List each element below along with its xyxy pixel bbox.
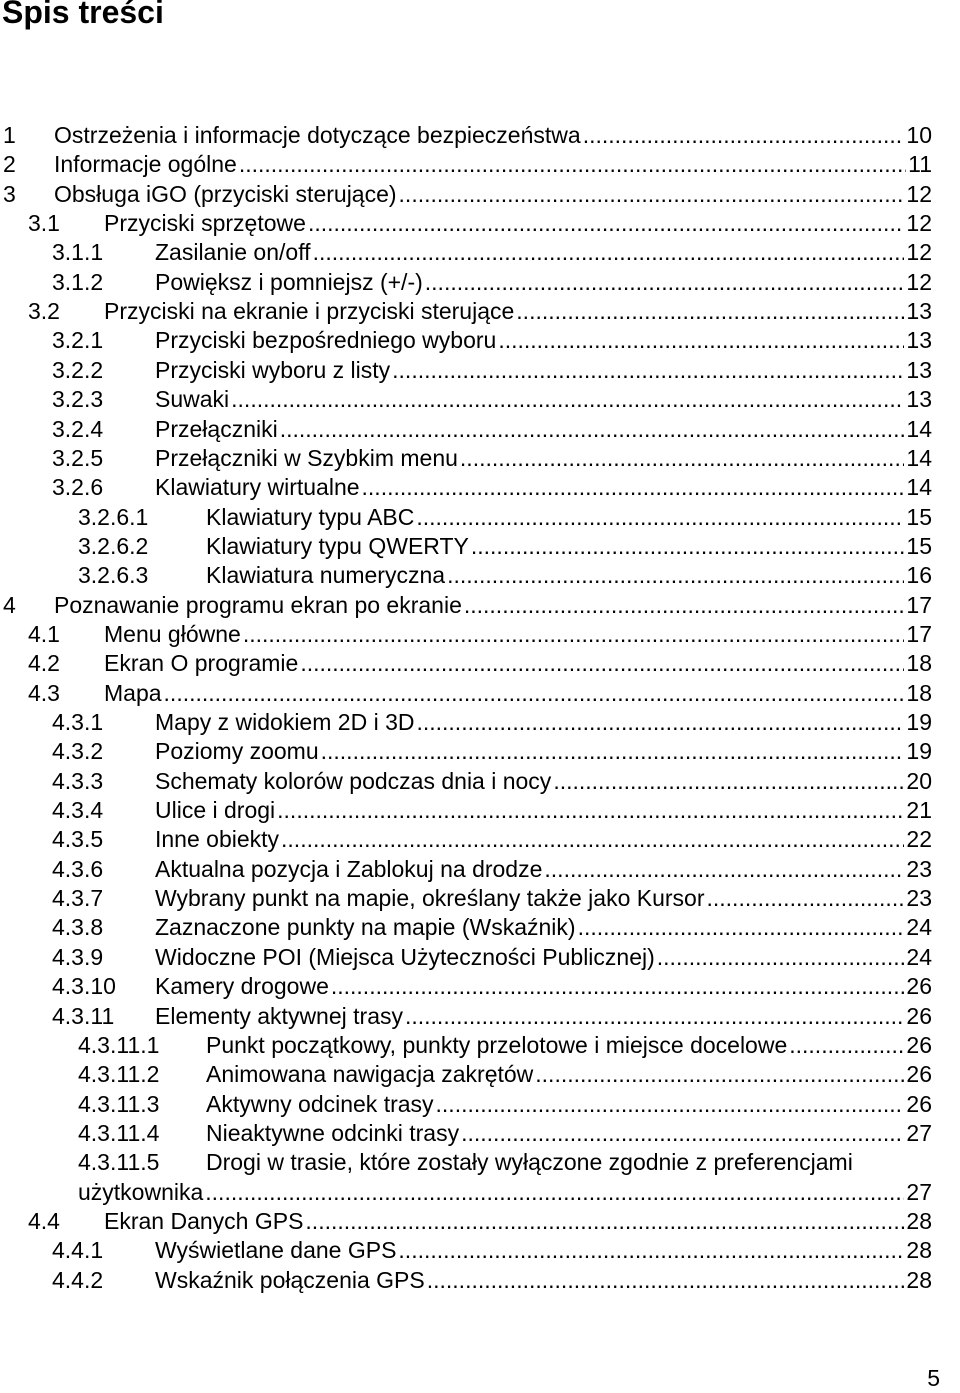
toc-entry[interactable]: [0, 325, 960, 355]
toc-entry-number: 4.3.11.3: [78, 1090, 160, 1117]
toc-entry-page: 27: [906, 1178, 932, 1205]
toc-entry[interactable]: [0, 443, 960, 473]
toc-entry[interactable]: [0, 1001, 960, 1031]
dot-leader: [461, 1118, 904, 1148]
toc-entry-label: Mapy z widokiem 2D i 3D: [155, 709, 415, 735]
toc-entry-page: 11: [908, 151, 932, 178]
toc-entry[interactable]: [0, 736, 960, 766]
dot-leader: [436, 1089, 905, 1119]
toc-entry-number: 4.3.6: [52, 855, 104, 882]
dot-leader: [243, 619, 905, 649]
toc-entry-page: 14: [906, 474, 932, 501]
toc-entry-label: Schematy kolorów podczas dnia i nocy: [155, 767, 552, 794]
toc-entry-label: Poziomy zoomu: [155, 738, 319, 765]
toc-entry-page: 14: [906, 444, 932, 471]
toc-entry-number: 4.3.3: [52, 767, 104, 794]
toc-entry-number: 3.1.2: [52, 268, 104, 295]
toc-entry-page: 14: [906, 415, 932, 442]
toc-entry-number: 3.2.6: [52, 474, 104, 501]
toc-entry-page: 18: [906, 679, 932, 706]
dot-leader: [331, 971, 905, 1001]
toc-entry[interactable]: [0, 208, 960, 238]
toc-entry-label: Wybrany punkt na mapie, określany także jako Kursor: [155, 885, 705, 912]
dot-leader: [231, 384, 904, 414]
toc-entry-number: 3.1: [28, 210, 60, 237]
dot-leader: [392, 355, 904, 385]
toc-entry-label: Mapa: [104, 679, 162, 706]
toc-entry[interactable]: [0, 971, 960, 1001]
toc-entry[interactable]: [0, 766, 960, 796]
toc-entry-label: Zasilanie on/off: [155, 239, 311, 266]
toc-entry-number: 4.3.11.5: [78, 1149, 160, 1176]
toc-entry[interactable]: [0, 619, 960, 649]
toc-entry-label: Przyciski wyboru z listy: [155, 356, 391, 383]
toc-entry-number: 3.2.5: [52, 444, 104, 471]
toc-entry[interactable]: [0, 883, 960, 913]
toc-entry-page: 20: [906, 767, 932, 794]
dot-leader: [313, 237, 905, 267]
toc-entry-number: 4.3.10: [52, 973, 116, 1000]
dot-leader: [498, 325, 904, 355]
toc-entry[interactable]: [0, 942, 960, 972]
dot-leader: [464, 590, 905, 620]
dot-leader: [398, 1235, 904, 1265]
toc-entry[interactable]: [0, 678, 960, 708]
toc-entry-page: 15: [906, 532, 932, 559]
toc-entry-label: Klawiatury wirtualne: [155, 474, 360, 501]
toc-entry-number: 4.3: [28, 679, 60, 706]
toc-entry[interactable]: [0, 1059, 960, 1089]
toc-entry-number: 4.4.1: [52, 1237, 104, 1264]
toc-entry-label: Przełączniki: [155, 415, 278, 442]
toc-entry-label: Suwaki: [155, 386, 230, 413]
dot-leader: [789, 1030, 904, 1060]
toc-entry-label: Obsługa iGO (przyciski sterujące): [54, 180, 397, 207]
dot-leader: [205, 1177, 904, 1207]
toc-entry-label: Klawiatury typu ABC: [206, 503, 415, 530]
dot-leader: [544, 854, 904, 884]
toc-entry[interactable]: [0, 296, 960, 326]
toc-entry[interactable]: [0, 120, 960, 150]
dot-leader: [405, 1001, 904, 1031]
toc-entry-page: 28: [906, 1266, 932, 1293]
toc-entry[interactable]: [0, 1147, 960, 1177]
dot-leader: [300, 648, 904, 678]
toc-entry[interactable]: [0, 502, 960, 532]
dot-leader: [281, 824, 904, 854]
toc-entry-number: 4.3.11.4: [78, 1119, 160, 1146]
toc-entry[interactable]: [0, 795, 960, 825]
toc-entry-number: 3.2.6.2: [78, 532, 149, 559]
toc-entry-number: 4.3.1: [52, 709, 104, 735]
toc-entry[interactable]: [0, 590, 960, 620]
toc-entry-label: Punkt początkowy, punkty przelotowe i miejsce docelowe: [206, 1031, 788, 1058]
toc-entry-continuation[interactable]: [0, 1177, 960, 1207]
toc-entry-page: 26: [906, 1061, 932, 1088]
toc-entry-label: Kamery drogowe: [155, 973, 329, 1000]
toc-entry-number: 4.3.9: [52, 943, 104, 970]
dot-leader: [308, 208, 904, 238]
toc-entry-label: Przełączniki w Szybkim menu: [155, 444, 458, 471]
dot-leader: [657, 942, 905, 972]
toc-entry-label: Informacje ogólne: [54, 151, 237, 178]
toc-entry-page: 13: [906, 327, 932, 354]
toc-entry[interactable]: [0, 531, 960, 561]
toc-entry-label: Aktywny odcinek trasy: [206, 1090, 434, 1117]
dot-leader: [321, 736, 905, 766]
page-title: Spis treści: [2, 0, 164, 30]
toc-entry-label: Elementy aktywnej trasy: [155, 1002, 403, 1029]
dot-leader: [553, 766, 904, 796]
toc-entry-page: 13: [906, 298, 932, 325]
toc-entry-label: Ulice i drogi: [155, 797, 276, 824]
toc-entry-label-continued: użytkownika: [78, 1178, 204, 1205]
toc-entry-label: Powiększ i pomniejsz (+/-): [155, 268, 423, 295]
toc-entry-number: 4: [3, 591, 16, 618]
toc-entry-label: Inne obiekty: [155, 826, 280, 853]
toc-entry-number: 4.3.11.2: [78, 1061, 160, 1088]
toc-entry-label: Ekran Danych GPS: [104, 1207, 304, 1234]
toc-entry[interactable]: [0, 414, 960, 444]
toc-entry-label: Ostrzeżenia i informacje dotyczące bezpieczeństwa: [54, 122, 581, 148]
toc-entry[interactable]: [0, 1265, 960, 1295]
toc-entry[interactable]: [0, 854, 960, 884]
toc-entry-number: 4.3.2: [52, 738, 104, 765]
toc-entry-number: 3.2.3: [52, 386, 104, 413]
toc-entry-page: 12: [906, 180, 932, 207]
toc-entry-label: Przyciski sprzętowe: [104, 210, 306, 237]
toc-entry-page: 26: [906, 1031, 932, 1058]
dot-leader: [416, 502, 904, 532]
toc-entry-label: Przyciski bezpośredniego wyboru: [155, 327, 497, 354]
dot-leader: [277, 795, 904, 825]
toc-entry-page: 28: [906, 1237, 932, 1264]
toc-entry-page: 19: [906, 709, 932, 735]
toc-entry[interactable]: [0, 149, 960, 179]
toc-entry-page: 24: [906, 943, 932, 970]
toc-entry-label: Klawiatury typu QWERTY: [206, 532, 469, 559]
dot-leader: [516, 296, 904, 326]
toc-entry-label: Ekran O programie: [104, 650, 299, 677]
page-number: 5: [927, 1365, 940, 1391]
toc-entry-page: 15: [906, 503, 932, 530]
toc-entry-number: 4.4: [28, 1207, 60, 1234]
toc-entry-label: Wskaźnik połączenia GPS: [155, 1266, 425, 1293]
toc-entry-page: 28: [906, 1207, 932, 1234]
toc-entry-page: 27: [906, 1119, 932, 1146]
dot-leader: [239, 149, 906, 179]
toc-entry-number: 4.3.11.1: [78, 1031, 160, 1058]
toc-entry-number: 2: [3, 151, 16, 178]
toc-entry[interactable]: [0, 355, 960, 385]
toc-entry-page: 10: [906, 122, 932, 148]
toc-entry-page: 26: [906, 1002, 932, 1029]
toc-entry-number: 1: [3, 122, 16, 148]
toc-entry-page: 26: [906, 973, 932, 1000]
toc-entry-page: 23: [906, 855, 932, 882]
toc-entry[interactable]: [0, 648, 960, 678]
dot-leader: [280, 414, 905, 444]
toc-entry-page: 17: [906, 591, 932, 618]
dot-leader: [362, 472, 905, 502]
dot-leader: [399, 179, 905, 209]
toc-entry[interactable]: [0, 1235, 960, 1265]
toc-entry-number: 3.2.2: [52, 356, 104, 383]
toc-entry-number: 3.1.1: [52, 239, 104, 266]
toc-entry-page: 22: [906, 826, 932, 853]
toc-entry-label: Widoczne POI (Miejsca Użyteczności Publicznej): [155, 943, 655, 970]
toc-entry-number: 4.3.11: [52, 1002, 115, 1029]
dot-leader: [707, 883, 905, 913]
toc-entry[interactable]: [0, 560, 960, 590]
toc-entry-number: 4.3.5: [52, 826, 104, 853]
dot-leader: [425, 267, 905, 297]
toc-entry-number: 3.2: [28, 298, 60, 325]
dot-leader: [471, 531, 905, 561]
toc-entry-page: 12: [906, 210, 932, 237]
toc-entry-number: 3.2.6.1: [78, 503, 149, 530]
toc-entry[interactable]: [0, 384, 960, 414]
toc-entry-label: Zaznaczone punkty na mapie (Wskaźnik): [155, 914, 576, 941]
toc-entry-page: 12: [906, 239, 932, 266]
toc-entry-number: 4.3.4: [52, 797, 104, 824]
toc-entry[interactable]: [0, 1089, 960, 1119]
toc-entry-label: Nieaktywne odcinki trasy: [206, 1119, 460, 1146]
dot-leader: [535, 1059, 904, 1089]
toc-entry[interactable]: [0, 237, 960, 267]
dot-leader: [447, 560, 904, 590]
toc-entry[interactable]: [0, 707, 960, 737]
dot-leader: [416, 707, 904, 737]
toc-entry-label: Wyświetlane dane GPS: [155, 1237, 397, 1264]
toc-entry-page: 19: [906, 738, 932, 765]
dot-leader: [583, 120, 905, 150]
toc-entry-page: 13: [906, 386, 932, 413]
toc-entry-label: Animowana nawigacja zakrętów: [206, 1061, 534, 1088]
toc-entry-label: Przyciski na ekranie i przyciski sterujące: [104, 298, 515, 325]
toc-entry-page: 23: [906, 885, 932, 912]
toc-entry[interactable]: [0, 824, 960, 854]
toc-entry-number: 3.2.4: [52, 415, 104, 442]
dot-leader: [305, 1206, 904, 1236]
toc-entry-page: 18: [906, 650, 932, 677]
toc-entry[interactable]: [0, 1206, 960, 1236]
toc-entry-number: 4.2: [28, 650, 60, 677]
toc-entry-number: 3: [3, 180, 16, 207]
toc-entry[interactable]: [0, 179, 960, 209]
toc-entry-page: 24: [906, 914, 932, 941]
toc-entry[interactable]: [0, 912, 960, 942]
toc-entry[interactable]: [0, 1118, 960, 1148]
toc-entry-page: 17: [906, 620, 932, 647]
toc-entry-label: Menu główne: [104, 620, 241, 647]
toc-entry[interactable]: [0, 267, 960, 297]
toc-entry-page: 26: [906, 1090, 932, 1117]
toc-entry-number: 4.3.7: [52, 885, 104, 912]
dot-leader: [578, 912, 905, 942]
toc-entry-page: 12: [906, 268, 932, 295]
toc-entry-number: 4.4.2: [52, 1266, 104, 1293]
dot-leader: [164, 678, 905, 708]
toc-entry-page: 21: [906, 797, 932, 824]
toc-entry-page: 16: [906, 562, 932, 589]
toc-entry-page: 13: [906, 356, 932, 383]
toc-entry[interactable]: [0, 1030, 960, 1060]
toc-entry-number: 3.2.6.3: [78, 562, 149, 589]
toc-entry-number: 4.1: [28, 620, 60, 647]
toc-entry-label: Drogi w trasie, które zostały wyłączone zgodnie z preferencjami: [206, 1149, 853, 1176]
dot-leader: [460, 443, 904, 473]
toc-entry-label: Poznawanie programu ekran po ekranie: [54, 591, 462, 618]
dot-leader: [427, 1265, 905, 1295]
toc-entry[interactable]: [0, 472, 960, 502]
toc-entry-label: Klawiatura numeryczna: [206, 562, 446, 589]
toc-entry-number: 4.3.8: [52, 914, 104, 941]
toc-entry-label: Aktualna pozycja i Zablokuj na drodze: [155, 855, 543, 882]
toc-entry-number: 3.2.1: [52, 327, 104, 354]
